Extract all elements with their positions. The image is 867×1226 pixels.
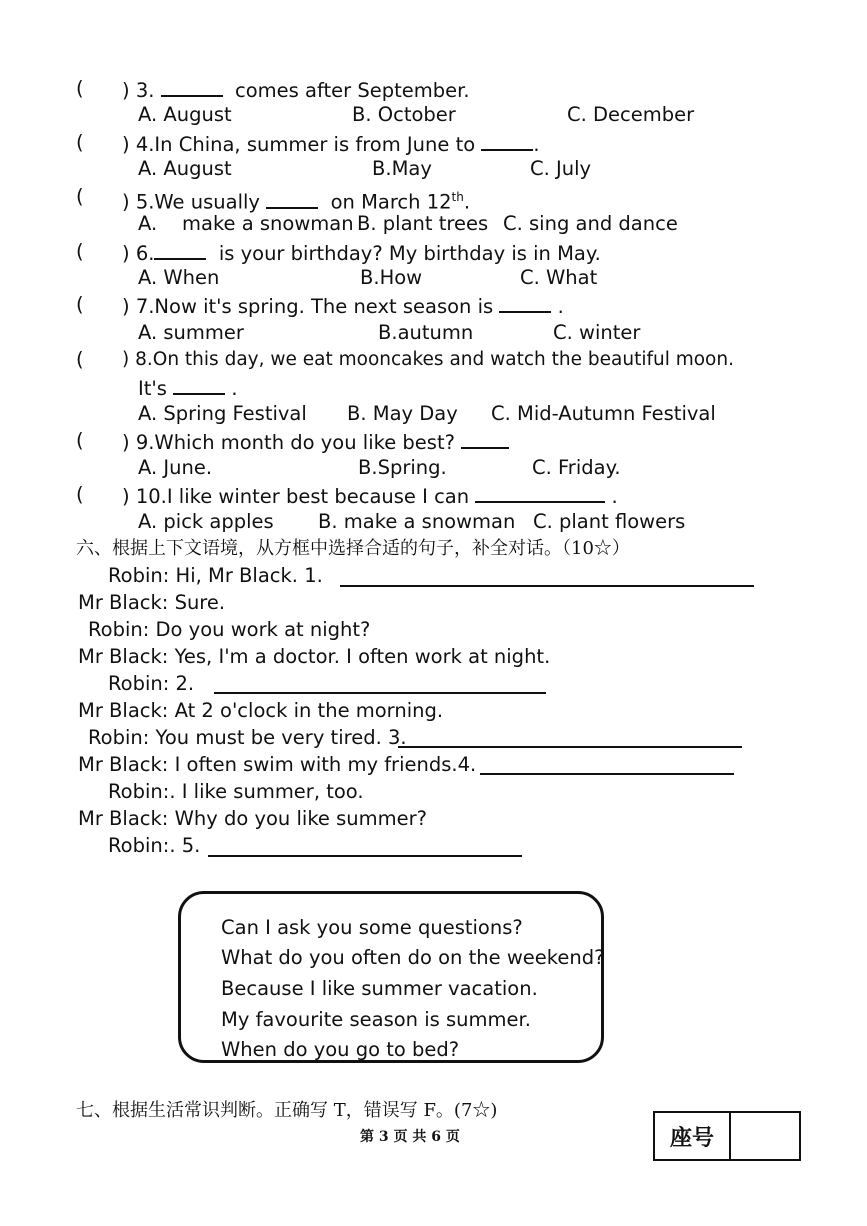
option-a: A. pick apples	[138, 510, 274, 533]
options-box	[178, 891, 604, 1063]
section-6-title: 六、根据上下文语境，从方框中选择合适的句子，补全对话。（10☆）	[76, 538, 630, 559]
option-c: C. July	[530, 157, 592, 180]
question-5: ) 5.We usually on March 12th.	[122, 184, 470, 216]
option-c: C. winter	[553, 321, 641, 344]
option-c: C. Friday.	[532, 456, 621, 479]
option-a: A. August	[138, 157, 232, 180]
answer-paren[interactable]: (	[76, 77, 84, 100]
blank[interactable]	[173, 374, 225, 395]
option-a: A. When	[138, 266, 220, 289]
option-c: C. sing and dance	[503, 212, 678, 235]
option-a: A. August	[138, 103, 232, 126]
page-footer: 第 3 页 共 6 页	[360, 1129, 460, 1145]
option-c: C. What	[520, 266, 598, 289]
seat-number-label: 座号	[655, 1113, 731, 1159]
seat-number-field[interactable]	[731, 1113, 799, 1159]
option-a: A. Spring Festival	[138, 402, 307, 425]
dialogue-line: Robin: 2.	[108, 672, 195, 695]
question-6: ) 6. is your birthday? My birthday is in May.	[122, 239, 601, 267]
answer-paren[interactable]: (	[76, 429, 84, 452]
option-c: C. Mid-Autumn Festival	[491, 402, 716, 425]
dialogue-line: Robin:. I like summer, too.	[108, 780, 364, 803]
option-a-text: make a snowman	[182, 212, 354, 235]
option-a: A. summer	[138, 321, 244, 344]
dialogue-line: Robin:. 5.	[108, 834, 201, 857]
dialogue-line: Mr Black: At 2 o'clock in the morning.	[78, 699, 444, 722]
question-10: ) 10.I like winter best because I can .	[122, 482, 618, 510]
option-b: B.Spring.	[358, 456, 447, 479]
answer-paren[interactable]: (	[76, 293, 84, 316]
question-3: ) 3. comes after September.	[122, 76, 470, 104]
answer-paren[interactable]: (	[76, 483, 84, 506]
answer-paren[interactable]: (	[76, 185, 84, 208]
option-c: C. December	[567, 103, 695, 126]
dialogue-line: Robin: Hi, Mr Black. 1.	[108, 564, 323, 587]
answer-blank-2[interactable]	[214, 673, 546, 694]
question-7: ) 7.Now it's spring. The next season is .	[122, 292, 564, 320]
option-b: B.autumn	[378, 321, 474, 344]
option-sentence: Can I ask you some questions?	[221, 916, 523, 939]
answer-paren[interactable]: (	[76, 131, 84, 154]
dialogue-line: Robin: You must be very tired. 3.	[88, 726, 407, 749]
blank[interactable]	[154, 239, 206, 260]
option-b: B. make a snowman	[318, 510, 516, 533]
dialogue-line: Mr Black: Sure.	[78, 591, 226, 614]
question-9: ) 9.Which month do you like best?	[122, 428, 509, 456]
option-b: B. October	[352, 103, 456, 126]
dialogue-line: Mr Black: Why do you like summer?	[78, 807, 427, 830]
option-sentence: My favourite season is summer.	[221, 1008, 531, 1031]
blank[interactable]	[461, 428, 509, 449]
option-b: B.How	[360, 266, 423, 289]
seat-number-box	[653, 1111, 801, 1161]
section-7-title: 七、根据生活常识判断。正确写 T，错误写 F。(7☆)	[76, 1100, 498, 1121]
answer-blank-3[interactable]	[398, 727, 742, 748]
blank[interactable]	[475, 482, 605, 503]
option-a: A. June.	[138, 456, 213, 479]
dialogue-line: Mr Black: I often swim with my friends.4.	[78, 753, 477, 776]
option-sentence: Because I like summer vacation.	[221, 977, 538, 1000]
blank[interactable]	[161, 76, 223, 97]
blank[interactable]	[481, 130, 533, 151]
dialogue-line: Mr Black: Yes, I'm a doctor. I often work at night.	[78, 645, 551, 668]
answer-blank-4[interactable]	[480, 754, 734, 775]
option-b: B. May Day	[347, 402, 458, 425]
dialogue-line: Robin: Do you work at night?	[88, 618, 371, 641]
option-sentence: What do you often do on the weekend?	[221, 946, 605, 969]
option-sentence: When do you go to bed?	[221, 1038, 460, 1061]
answer-blank-1[interactable]	[340, 566, 754, 587]
option-a: A.	[138, 212, 158, 235]
answer-paren[interactable]: (	[76, 348, 84, 371]
answer-paren[interactable]: (	[76, 240, 84, 263]
question-8-line2: It's .	[138, 374, 238, 402]
option-b: B.May	[372, 157, 432, 180]
question-4: ) 4.In China, summer is from June to .	[122, 130, 540, 158]
blank[interactable]	[499, 292, 551, 313]
option-c: C. plant flowers	[533, 510, 686, 533]
option-b: B. plant trees	[357, 212, 489, 235]
answer-blank-5[interactable]	[208, 836, 522, 857]
blank[interactable]	[266, 188, 318, 209]
question-8: ) 8.On this day, we eat mooncakes and watch the beautiful moon.	[122, 349, 734, 370]
